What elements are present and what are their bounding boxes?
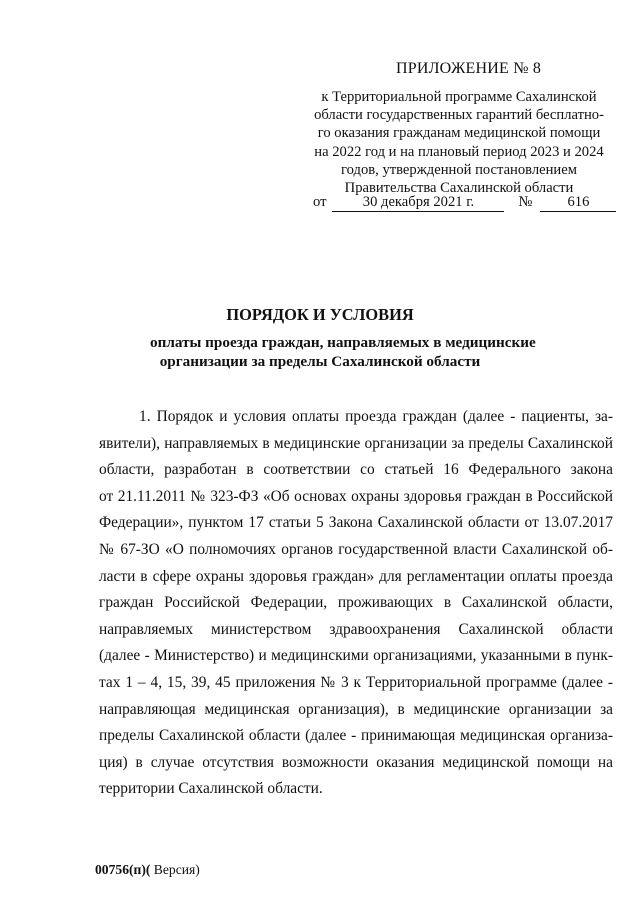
paragraph-line: территории Сахалинской области.: [99, 780, 323, 798]
paragraph-line: граждан Российской Федерации, проживающих в Сахалинской области,: [99, 594, 613, 612]
decree-number: 616: [540, 194, 616, 212]
document-title: ПОРЯДОК И УСЛОВИЯ: [226, 305, 414, 324]
subtitle-line: организации за пределы Сахалинской области: [159, 353, 481, 370]
appendix-line: годов, утвержденной постановлением: [341, 161, 577, 178]
paragraph-line: ция) в случае отсутствия возможности оказания медицинской помощи на: [99, 753, 613, 771]
appendix-line: Правительства Сахалинской области: [344, 180, 574, 197]
footer-code: 00756(п)(: [95, 862, 151, 877]
paragraph-line: 1. Порядок и условия оплаты проезда граждан (далее - пациенты, за-: [139, 408, 613, 425]
decree-date: 30 декабря 2021 г.: [332, 194, 504, 212]
paragraph-line: (далее - Министерство) и медицинскими организациями, указанными в пунк-: [99, 647, 613, 665]
subtitle-line: оплаты проезда граждан, направляемых в медицинские: [150, 334, 536, 351]
appendix-line: на 2022 год и на плановый период 2023 и 2024: [314, 143, 604, 160]
paragraph-line: Федерации», пунктом 17 статьи 5 Закона Сахалинской области от 13.07.2017: [99, 514, 613, 532]
document-subtitle: [150, 333, 536, 371]
paragraph-line: № 67-ЗО «О полномочиях органов государственной власти Сахалинской об-: [99, 540, 613, 558]
decree-date-number: [313, 193, 613, 212]
footer-version: Версия): [150, 862, 200, 877]
paragraph-line: явители), направляемых в медицинские организации за пределы Сахалинской: [99, 434, 613, 452]
paragraph-line: от 21.11.2011 № 323-ФЗ «Об основах охраны здоровья граждан в Российской: [99, 487, 613, 505]
paragraph-line: ласти в сфере охраны здоровья граждан» для регламентации оплаты проезда: [99, 567, 613, 585]
paragraph-line: пределы Сахалинской области (далее - принимающая медицинская организа-: [99, 727, 613, 745]
paragraph-1: [99, 404, 613, 803]
paragraph-line: направляемых министерством здравоохранения Сахалинской области: [99, 620, 613, 638]
paragraph-line: направляющая медицинская организация), в медицинские организации за: [99, 700, 613, 718]
appendix-line: к Территориальной программе Сахалинской: [321, 89, 597, 105]
appendix-title: ПРИЛОЖЕНИЕ № 8: [396, 60, 542, 77]
footer-document-code: [95, 861, 200, 879]
appendix-line: го оказания гражданам медицинской помощи: [317, 125, 601, 142]
paragraph-line: области, разработан в соответствии со статьей 16 Федерального закона: [99, 461, 613, 479]
paragraph-line: тах 1 – 4, 15, 39, 45 приложения № 3 к Территориальной программе (далее -: [99, 673, 613, 691]
appendix-line: области государственных гарантий бесплатно-: [314, 107, 604, 124]
appendix-reference: [300, 88, 618, 197]
date-prefix: от: [313, 194, 327, 210]
number-label: №: [518, 194, 533, 210]
